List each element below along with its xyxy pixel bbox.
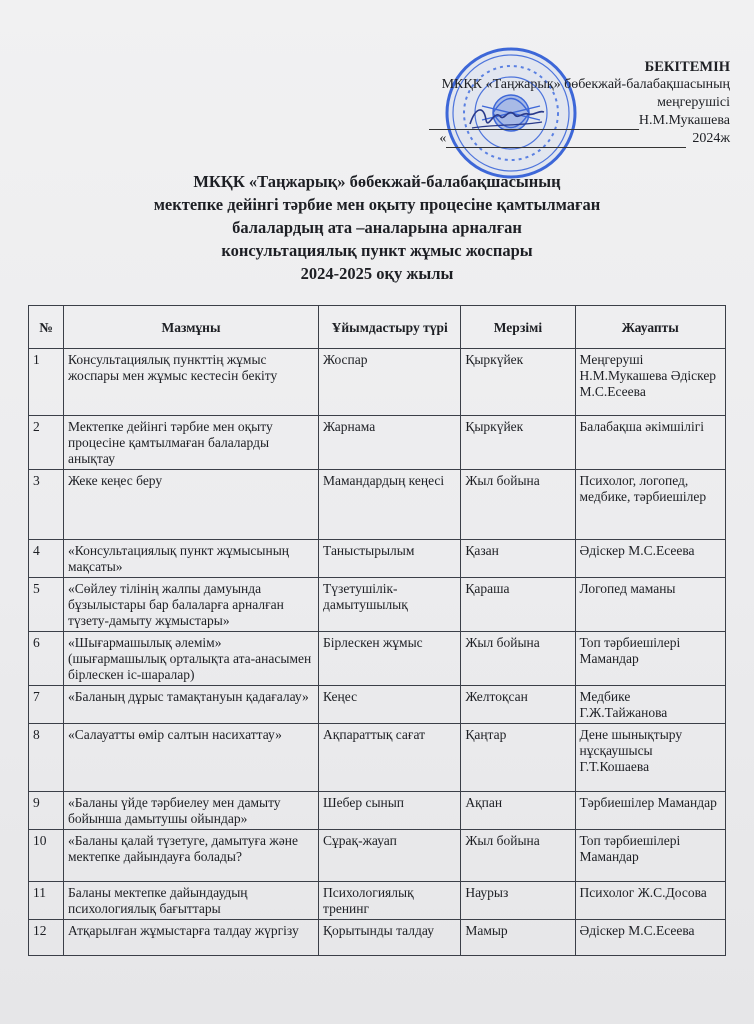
- header-content: Мазмұны: [64, 306, 319, 349]
- table-row: [29, 920, 726, 956]
- row-number: 1: [29, 349, 64, 416]
- row-responsible: Меңгеруші Н.М.Мукашева Әдіскер М.С.Есеева: [575, 349, 725, 416]
- row-responsible: Әдіскер М.С.Есеева: [575, 540, 725, 578]
- row-term: Жыл бойына: [461, 632, 575, 686]
- table-row: [29, 882, 726, 920]
- row-responsible: Тәрбиешілер Мамандар: [575, 792, 725, 830]
- row-number: 10: [29, 830, 64, 882]
- row-responsible: Топ тәрбиешілері Мамандар: [575, 830, 725, 882]
- row-term: Жыл бойына: [461, 470, 575, 540]
- row-number: 8: [29, 724, 64, 792]
- header-term: Мерзімі: [461, 306, 575, 349]
- table-header-row: [29, 306, 726, 349]
- row-type: Кеңес: [319, 686, 461, 724]
- approval-signature-line: [400, 112, 730, 130]
- row-content: «Баланы қалай түзетуге, дамытуға және мектепке дайындауға болады?: [64, 830, 319, 882]
- row-number: 6: [29, 632, 64, 686]
- row-content: Мектепке дейінгі тәрбие мен оқыту процесіне қамтылмаған балаларды анықтау: [64, 416, 319, 470]
- row-type: Таныстырылым: [319, 540, 461, 578]
- row-content: Консультациялық пункттің жұмыс жоспары мен жұмыс кестесін бекіту: [64, 349, 319, 416]
- row-responsible: Психолог Ж.С.Досова: [575, 882, 725, 920]
- row-number: 11: [29, 882, 64, 920]
- title-line-5: 2024-2025 оқу жылы: [300, 264, 454, 283]
- table-row: [29, 792, 726, 830]
- title-line-4: консультациялық пункт жұмыс жоспары: [221, 241, 533, 260]
- table-row: [29, 540, 726, 578]
- header-number: №: [29, 306, 64, 349]
- row-number: 2: [29, 416, 64, 470]
- approval-position: меңгерушісі: [657, 95, 730, 110]
- row-content: «Консультациялық пункт жұмысының мақсаты»: [64, 540, 319, 578]
- row-responsible: Дене шынықтыру нұсқаушысы Г.Т.Кошаева: [575, 724, 725, 792]
- approval-block: [400, 58, 730, 148]
- row-type: Бірлескен жұмыс: [319, 632, 461, 686]
- row-content: «Салауатты өмір салтын насихаттау»: [64, 724, 319, 792]
- row-content: «Шығармашылық әлемім» (шығармашылық орталықта ата-анасымен бірлескен іс-шаралар): [64, 632, 319, 686]
- row-responsible: Әдіскер М.С.Есеева: [575, 920, 725, 956]
- row-responsible: Балабақша әкімшілігі: [575, 416, 725, 470]
- row-content: «Баланың дұрыс тамақтануын қадағалау»: [64, 686, 319, 724]
- row-type: Жоспар: [319, 349, 461, 416]
- row-term: Наурыз: [461, 882, 575, 920]
- row-term: Жыл бойына: [461, 830, 575, 882]
- approval-organization: МКҚК «Таңжарық» бөбекжай-балабақшасының: [441, 77, 730, 92]
- document-title: [110, 170, 644, 285]
- row-type: Жарнама: [319, 416, 461, 470]
- table-row: [29, 686, 726, 724]
- row-term: Ақпан: [461, 792, 575, 830]
- row-number: 12: [29, 920, 64, 956]
- row-responsible: Логопед маманы: [575, 578, 725, 632]
- table-row: [29, 416, 726, 470]
- row-number: 4: [29, 540, 64, 578]
- row-term: Қараша: [461, 578, 575, 632]
- table-row: [29, 578, 726, 632]
- approval-title: БЕКІТЕМІН: [644, 59, 730, 75]
- row-term: Желтоқсан: [461, 686, 575, 724]
- row-content: Баланы мектепке дайындаудың психологиялық бағыттары: [64, 882, 319, 920]
- row-type: Түзетушілік-дамытушылық: [319, 578, 461, 632]
- row-content: Жеке кеңес беру: [64, 470, 319, 540]
- title-line-3: балалардың ата –аналарына арналған: [232, 218, 522, 237]
- row-term: Қазан: [461, 540, 575, 578]
- row-type: Шебер сынып: [319, 792, 461, 830]
- header-responsible: Жауапты: [575, 306, 725, 349]
- row-content: «Баланы үйде тәрбиелеу мен дамыту бойынша дамытушы ойындар»: [64, 792, 319, 830]
- title-line-2: мектепке дейінгі тәрбие мен оқыту процесіне қамтылмаған: [153, 195, 601, 214]
- row-term: Қыркүйек: [461, 349, 575, 416]
- row-number: 5: [29, 578, 64, 632]
- row-type: Қорытынды талдау: [319, 920, 461, 956]
- table-row: [29, 349, 726, 416]
- row-content: «Сөйлеу тілінің жалпы дамуында бұзылыстары бар балаларға арналған түзету-дамыту жұмыстары»: [64, 578, 319, 632]
- row-term: Қаңтар: [461, 724, 575, 792]
- approval-head-name: Н.М.Мукашева: [638, 113, 730, 128]
- title-line-1: МКҚК «Таңжарық» бөбекжай-балабақшасының: [193, 172, 561, 191]
- approval-date-year: 2024ж: [692, 131, 730, 146]
- row-number: 9: [29, 792, 64, 830]
- approval-date-line: [400, 130, 730, 148]
- row-number: 3: [29, 470, 64, 540]
- row-term: Мамыр: [461, 920, 575, 956]
- row-responsible: Топ тәрбиешілері Мамандар: [575, 632, 725, 686]
- row-type: Ақпараттық сағат: [319, 724, 461, 792]
- row-type: Сұрақ-жауап: [319, 830, 461, 882]
- approval-date-open: «: [439, 131, 447, 146]
- row-content: Атқарылған жұмыстарға талдау жүргізу: [64, 920, 319, 956]
- table-row: [29, 470, 726, 540]
- row-responsible: Медбике Г.Ж.Тайжанова: [575, 686, 725, 724]
- table-row: [29, 724, 726, 792]
- row-term: Қыркүйек: [461, 416, 575, 470]
- row-number: 7: [29, 686, 64, 724]
- header-type: Ұйымдастыру түрі: [319, 306, 461, 349]
- row-type: Психологиялық тренинг: [319, 882, 461, 920]
- work-plan-table: [28, 305, 726, 956]
- table-row: [29, 830, 726, 882]
- row-type: Мамандардың кеңесі: [319, 470, 461, 540]
- table-row: [29, 632, 726, 686]
- row-responsible: Психолог, логопед, медбике, тәрбиешілер: [575, 470, 725, 540]
